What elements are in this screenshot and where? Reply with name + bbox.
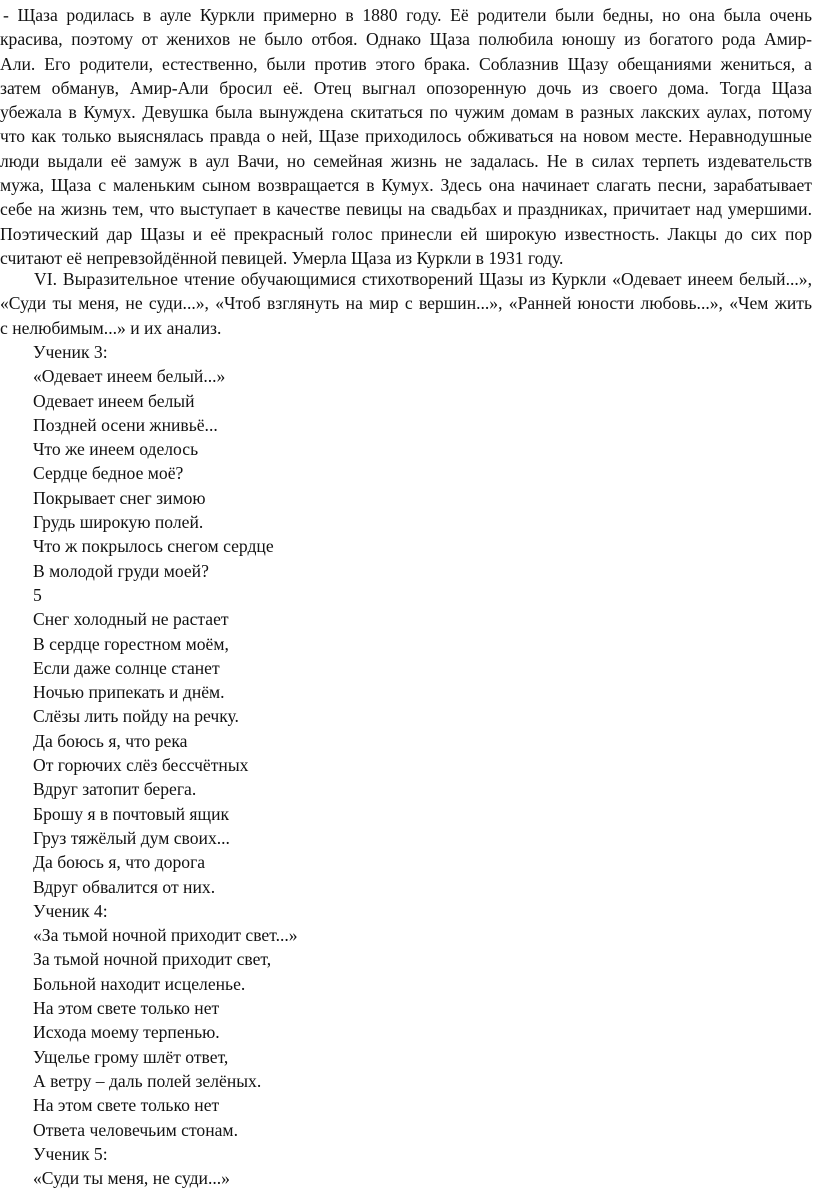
verse-line: На этом свете только нет bbox=[33, 1095, 220, 1116]
section-vi-paragraph bbox=[0, 267, 812, 340]
verse-line: «Одевает инеем белый...» bbox=[33, 366, 226, 387]
verse-line: Одевает инеем белый bbox=[33, 390, 195, 411]
verse-line: На этом свете только нет bbox=[33, 998, 220, 1019]
text-line: люди выдали её замуж в аул Вачи, но семейная жизнь не задалась. Не в силах терпеть издевательств bbox=[0, 150, 812, 171]
text-line: VI. Выразительное чтение обучающимися стихотворений Щазы из Куркли «Одевает инеем белый...», bbox=[34, 269, 812, 289]
text-line: - Щаза родилась в ауле Куркли примерно в 1880 году. Её родители были бедны, но она была очень bbox=[3, 5, 812, 25]
verse-line: В сердце горестном моём, bbox=[33, 633, 229, 654]
verse-line: Поздней осени жнивьё... bbox=[33, 414, 218, 435]
verse-line: Ученик 5: bbox=[33, 1143, 108, 1164]
text-line: Поэтический дар Щазы и её прекрасный голос принесли ей широкую известность. Лакцы до сих пор bbox=[0, 223, 812, 244]
verse-line: 5 bbox=[33, 584, 42, 605]
verse-line: Вдруг обвалится от них. bbox=[33, 876, 216, 897]
verse-line: Да боюсь я, что река bbox=[33, 730, 188, 751]
text-line: красива, поэтому от женихов не было отбоя. Однако Щаза полюбила юношу из богатого рода Амир- bbox=[0, 29, 812, 50]
verse-line: Сердце бедное моё? bbox=[33, 463, 184, 484]
text-line: мужа, Щаза с маленьким сыном возвращается в Кумух. Здесь она начинает слагать песни, зарабатывает bbox=[0, 175, 812, 196]
verse-list bbox=[33, 340, 298, 1190]
verse-line: Снег холодный не растает bbox=[33, 609, 229, 630]
verse-line: «Суди ты меня, не суди...» bbox=[33, 1168, 230, 1189]
text-line: затем обманув, Амир-Али бросил её. Отец выгнал опозоренную дочь из своего дома. Тогда Щаза bbox=[0, 77, 812, 98]
verse-line: Ученик 4: bbox=[33, 900, 108, 921]
verse-line: Больной находит исцеленье. bbox=[33, 973, 246, 994]
text-line: себе на жизнь тем, что выступает в качестве певицы на свадьбах и праздниках, причитает над умершими. bbox=[0, 199, 812, 220]
verse-line: Вдруг затопит берега. bbox=[33, 779, 197, 800]
verse-line: От горючих слёз бессчётных bbox=[33, 755, 249, 776]
verse-line: А ветру – даль полей зелёных. bbox=[33, 1070, 262, 1091]
biography-paragraph bbox=[0, 3, 812, 270]
text-line: с нелюбимым...» и их анализ. bbox=[0, 317, 222, 338]
verse-line: Брошу я в почтовый ящик bbox=[33, 803, 230, 824]
text-line: убежала в Кумух. Девушка была вынуждена скитаться по чужим домам в разных лакских аулах, потому bbox=[0, 102, 812, 123]
verse-line: Покрывает снег зимою bbox=[33, 487, 206, 508]
text-line: считают её непревзойдённой певицей. Умерла Щаза из Куркли в 1931 году. bbox=[0, 247, 564, 268]
verse-line: Ученик 3: bbox=[33, 342, 108, 362]
verse-line: «За тьмой ночной приходит свет...» bbox=[33, 925, 298, 946]
verse-line: Что же инеем оделось bbox=[33, 439, 199, 460]
verse-line: Груз тяжёлый дум своих... bbox=[33, 827, 230, 848]
verse-line: Исхода моему терпенью. bbox=[33, 1022, 220, 1043]
verse-line: Если даже солнце станет bbox=[33, 657, 220, 678]
text-line: «Суди ты меня, не суди...», «Чтоб взглянуть на мир с вершин...», «Ранней юности любовь...», «Чем жить bbox=[0, 293, 812, 314]
verse-line: Ответа человечьим стонам. bbox=[33, 1119, 238, 1140]
verse-line: Грудь широкую полей. bbox=[33, 512, 204, 533]
text-line: что как только выяснялась правда о ней, Щазе приходилось обживаться на новом месте. Неравнодушные bbox=[0, 126, 812, 147]
verse-line: Да боюсь я, что дорога bbox=[33, 852, 206, 873]
verse-line: Ущелье грому шлёт ответ, bbox=[33, 1046, 229, 1067]
verse-line: В молодой груди моей? bbox=[33, 560, 209, 581]
text-line: Али. Его родители, естественно, были против этого брака. Соблазнив Щазу обещаниями жениться, а bbox=[0, 53, 812, 74]
verse-line: За тьмой ночной приходит свет, bbox=[33, 949, 272, 970]
verse-line: Ночью припекать и днём. bbox=[33, 682, 225, 703]
verse-line: Слёзы лить пойду на речку. bbox=[33, 706, 239, 727]
verse-line: Что ж покрылось снегом сердце bbox=[33, 536, 274, 557]
